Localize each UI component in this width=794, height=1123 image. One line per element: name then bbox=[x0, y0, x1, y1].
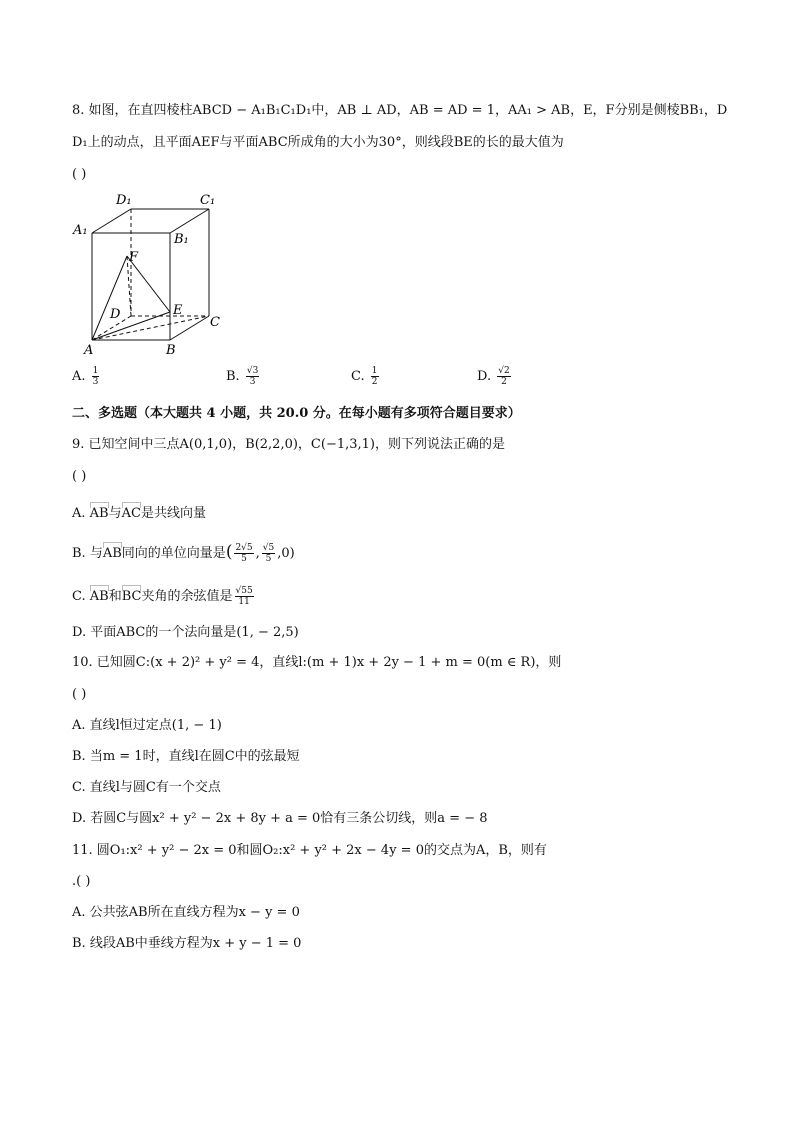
q8-stem-line1: 8. 如图，在直四棱柱ABCD − A₁B₁C₁D₁中，AB ⊥ AD，AB = AD = 1，AA₁ > AB，E，F分别是侧棱BB₁，D bbox=[72, 103, 728, 118]
q10-option-a[interactable]: A. 直线l恒过定点(1, − 1) bbox=[72, 718, 222, 733]
label-a: A bbox=[84, 343, 94, 358]
label-d: D bbox=[110, 307, 121, 322]
q9-stem: 9. 已知空间中三点A(0,1,0)，B(2,2,0)，C(−1,3,1)，则下列说法正确的是 bbox=[72, 437, 505, 452]
q9-option-b[interactable]: B. 与AB同向的单位向量是( $\frac{2√5}{5}$ , $\frac{√5}{5}$ ,0) bbox=[72, 542, 295, 564]
q9-answer-paren: ( ) bbox=[72, 469, 87, 484]
vector-bc: BC bbox=[122, 585, 142, 606]
q8-stem-line2: D₁上的动点，且平面AEF与平面ABC所成角的大小为30°，则线段BE的长的最大值为 bbox=[72, 135, 564, 150]
label-e: E bbox=[173, 303, 183, 318]
fraction: $\frac{1}{2}$ bbox=[371, 366, 378, 387]
fraction: $\frac{1}{3}$ bbox=[92, 366, 99, 387]
fraction: $\frac{√5}{5}$ bbox=[262, 543, 275, 564]
q11-answer-paren: .( ) bbox=[72, 874, 91, 889]
label-c: C bbox=[210, 315, 220, 330]
fraction: $\frac{√2}{2}$ bbox=[498, 366, 510, 387]
label-f: F bbox=[129, 250, 139, 265]
q9-option-d[interactable]: D. 平面ABC的一个法向量是(1, − 2,5) bbox=[72, 625, 299, 640]
fraction: $\frac{√3}{3}$ bbox=[246, 366, 259, 387]
vector-ab: AB bbox=[90, 502, 109, 523]
q8-option-a[interactable]: A. $\frac{1}{3}$ bbox=[72, 366, 99, 387]
vector-ac: AC bbox=[122, 502, 141, 523]
q10-option-c[interactable]: C. 直线l与圆C有一个交点 bbox=[72, 780, 221, 795]
label-c1: C₁ bbox=[200, 193, 216, 208]
fraction: $\frac{2√5}{5}$ bbox=[235, 543, 253, 564]
q11-option-b[interactable]: B. 线段AB中垂线方程为x + y − 1 = 0 bbox=[72, 936, 302, 951]
q8-option-c[interactable]: C. $\frac{1}{2}$ bbox=[351, 366, 378, 387]
label-d1: D₁ bbox=[116, 193, 132, 208]
q11-stem: 11. 圆O₁:x² + y² − 2x = 0和圆O₂:x² + y² + 2x − 4y = 0的交点为A，B，则有 bbox=[72, 843, 547, 858]
label-a1: A₁ bbox=[73, 223, 88, 238]
vector-ab: AB bbox=[90, 585, 109, 606]
label-b1: B₁ bbox=[174, 232, 189, 247]
q8-option-b[interactable]: B. $\frac{√3}{3}$ bbox=[226, 366, 259, 387]
q10-stem: 10. 已知圆C:(x + 2)² + y² = 4，直线l:(m + 1)x + 2y − 1 + m = 0(m ∈ R)，则 bbox=[72, 655, 562, 670]
prism-figure bbox=[72, 188, 232, 358]
q8-answer-paren: ( ) bbox=[72, 167, 87, 182]
vector-ab: AB bbox=[103, 542, 122, 563]
q9-option-a[interactable]: A. AB与AC是共线向量 bbox=[72, 502, 206, 523]
q9-option-c[interactable]: C. AB和BC夹角的余弦值是 $\frac{√55}{11}$ bbox=[72, 586, 253, 607]
q8-option-d[interactable]: D. $\frac{√2}{2}$ bbox=[477, 366, 510, 387]
fraction: $\frac{√55}{11}$ bbox=[235, 586, 253, 607]
label-b: B bbox=[166, 343, 176, 358]
q10-option-b[interactable]: B. 当m = 1时，直线l在圆C中的弦最短 bbox=[72, 749, 300, 764]
q10-option-d[interactable]: D. 若圆C与圆x² + y² − 2x + 8y + a = 0恰有三条公切线，则a = − 8 bbox=[72, 811, 488, 826]
q11-option-a[interactable]: A. 公共弦AB所在直线方程为x − y = 0 bbox=[72, 905, 300, 920]
section-title: 二、多选题（本大题共 4 小题，共 20.0 分。在每小题有多项符合题目要求） bbox=[72, 406, 521, 421]
q10-answer-paren: ( ) bbox=[72, 687, 87, 702]
